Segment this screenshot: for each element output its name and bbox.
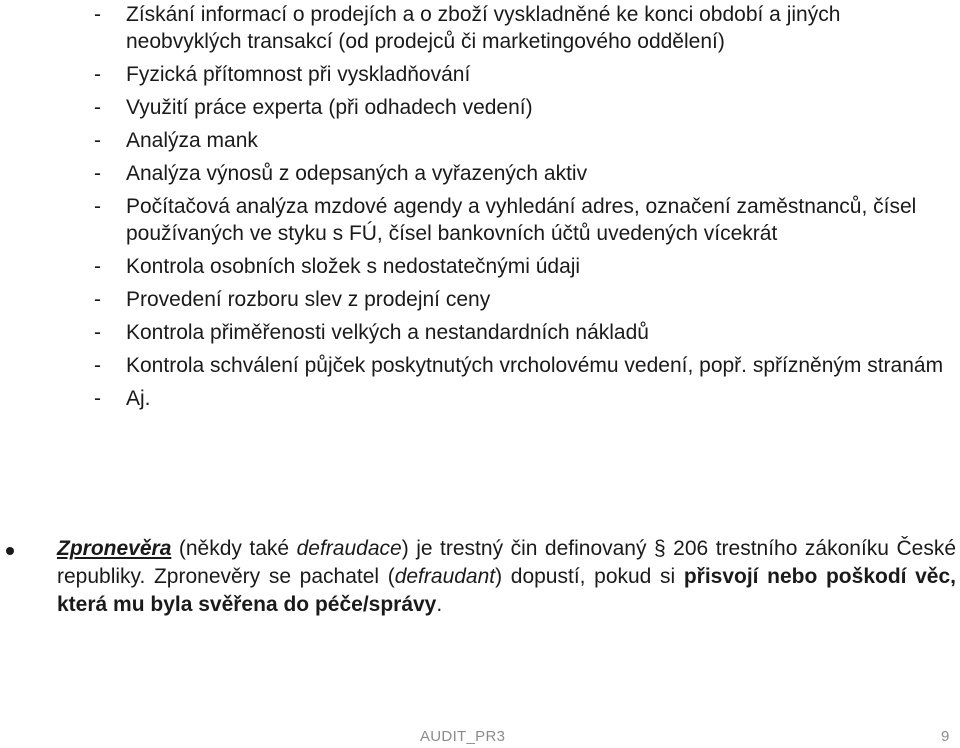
list-dash: - xyxy=(94,3,101,26)
list-item xyxy=(94,286,944,313)
definition-text-part1: (někdy také xyxy=(171,537,297,560)
list-item-text: Kontrola osobních složek s nedostatečnými údaji xyxy=(126,255,581,278)
list-dash: - xyxy=(94,129,101,152)
list-item-text: Analýza mank xyxy=(126,129,258,152)
definition-text-part3: ) dopustí, pokud si xyxy=(495,565,684,588)
list-dash: - xyxy=(94,288,101,311)
list-dash: - xyxy=(94,96,101,119)
definition-term-actor: defraudant xyxy=(394,565,496,588)
list-item-text: Provedení rozboru slev z prodejní ceny xyxy=(126,288,491,311)
bullet-dot-icon xyxy=(6,547,14,555)
list-item xyxy=(94,160,944,187)
definition-end: . xyxy=(436,593,443,616)
footer-title: AUDIT_PR3 xyxy=(420,728,506,745)
definition-bullet-row xyxy=(0,535,960,619)
definition-block xyxy=(0,535,960,619)
list-item xyxy=(94,94,944,121)
list-dash: - xyxy=(94,162,101,185)
list-item xyxy=(94,127,944,154)
definition-bold-text: přisvojí nebo poškodí věc, která mu byla svěřena do péče/správy xyxy=(57,565,957,616)
list-dash: - xyxy=(94,195,101,218)
list-item xyxy=(94,253,944,280)
list-item xyxy=(94,319,944,346)
list-item-text: Aj. xyxy=(126,387,151,410)
list-item-text: Počítačová analýza mzdové agendy a vyhledání adres, označení zaměstnanců, čísel používaných ve styku s FÚ, čísel bankovních účtů uvedených vícekrát xyxy=(126,195,917,245)
list-dash: - xyxy=(94,255,101,278)
list-item xyxy=(94,193,944,247)
list-item-text: Kontrola schválení půjček poskytnutých vrcholovému vedení, popř. spřízněným stranám xyxy=(126,354,944,377)
definition-term: Zpronevěra xyxy=(57,537,172,560)
list-dash: - xyxy=(94,63,101,86)
list-dash: - xyxy=(94,321,101,344)
list-item xyxy=(94,1,944,55)
list-item-text: Fyzická přítomnost při vyskladňování xyxy=(126,63,471,86)
list-item xyxy=(94,352,944,379)
list-dash: - xyxy=(94,387,101,410)
list-dash: - xyxy=(94,354,101,377)
list-item-text: Kontrola přiměřenosti velkých a nestandardních nákladů xyxy=(126,321,649,344)
list-item xyxy=(94,61,944,88)
definition-text-part2: ) je trestný čin definovaný § 206 trestního zákoníku České republiky. Zpronevěry se pachatel ( xyxy=(57,537,956,588)
page-number: 9 xyxy=(941,728,950,745)
procedure-list xyxy=(94,0,944,418)
definition-term-alt: defraudace xyxy=(296,537,402,560)
list-item-text: Získání informací o prodejích a o zboží vyskladněné ke konci období a jiných neobvyklých transakcí (od prodejců či marketingového oddělení) xyxy=(126,3,841,53)
definition-paragraph xyxy=(57,535,956,619)
list-item xyxy=(94,385,944,412)
list-item-text: Využití práce experta (při odhadech vedení) xyxy=(126,96,533,119)
list-item-text: Analýza výnosů z odepsaných a vyřazených aktiv xyxy=(126,162,588,185)
